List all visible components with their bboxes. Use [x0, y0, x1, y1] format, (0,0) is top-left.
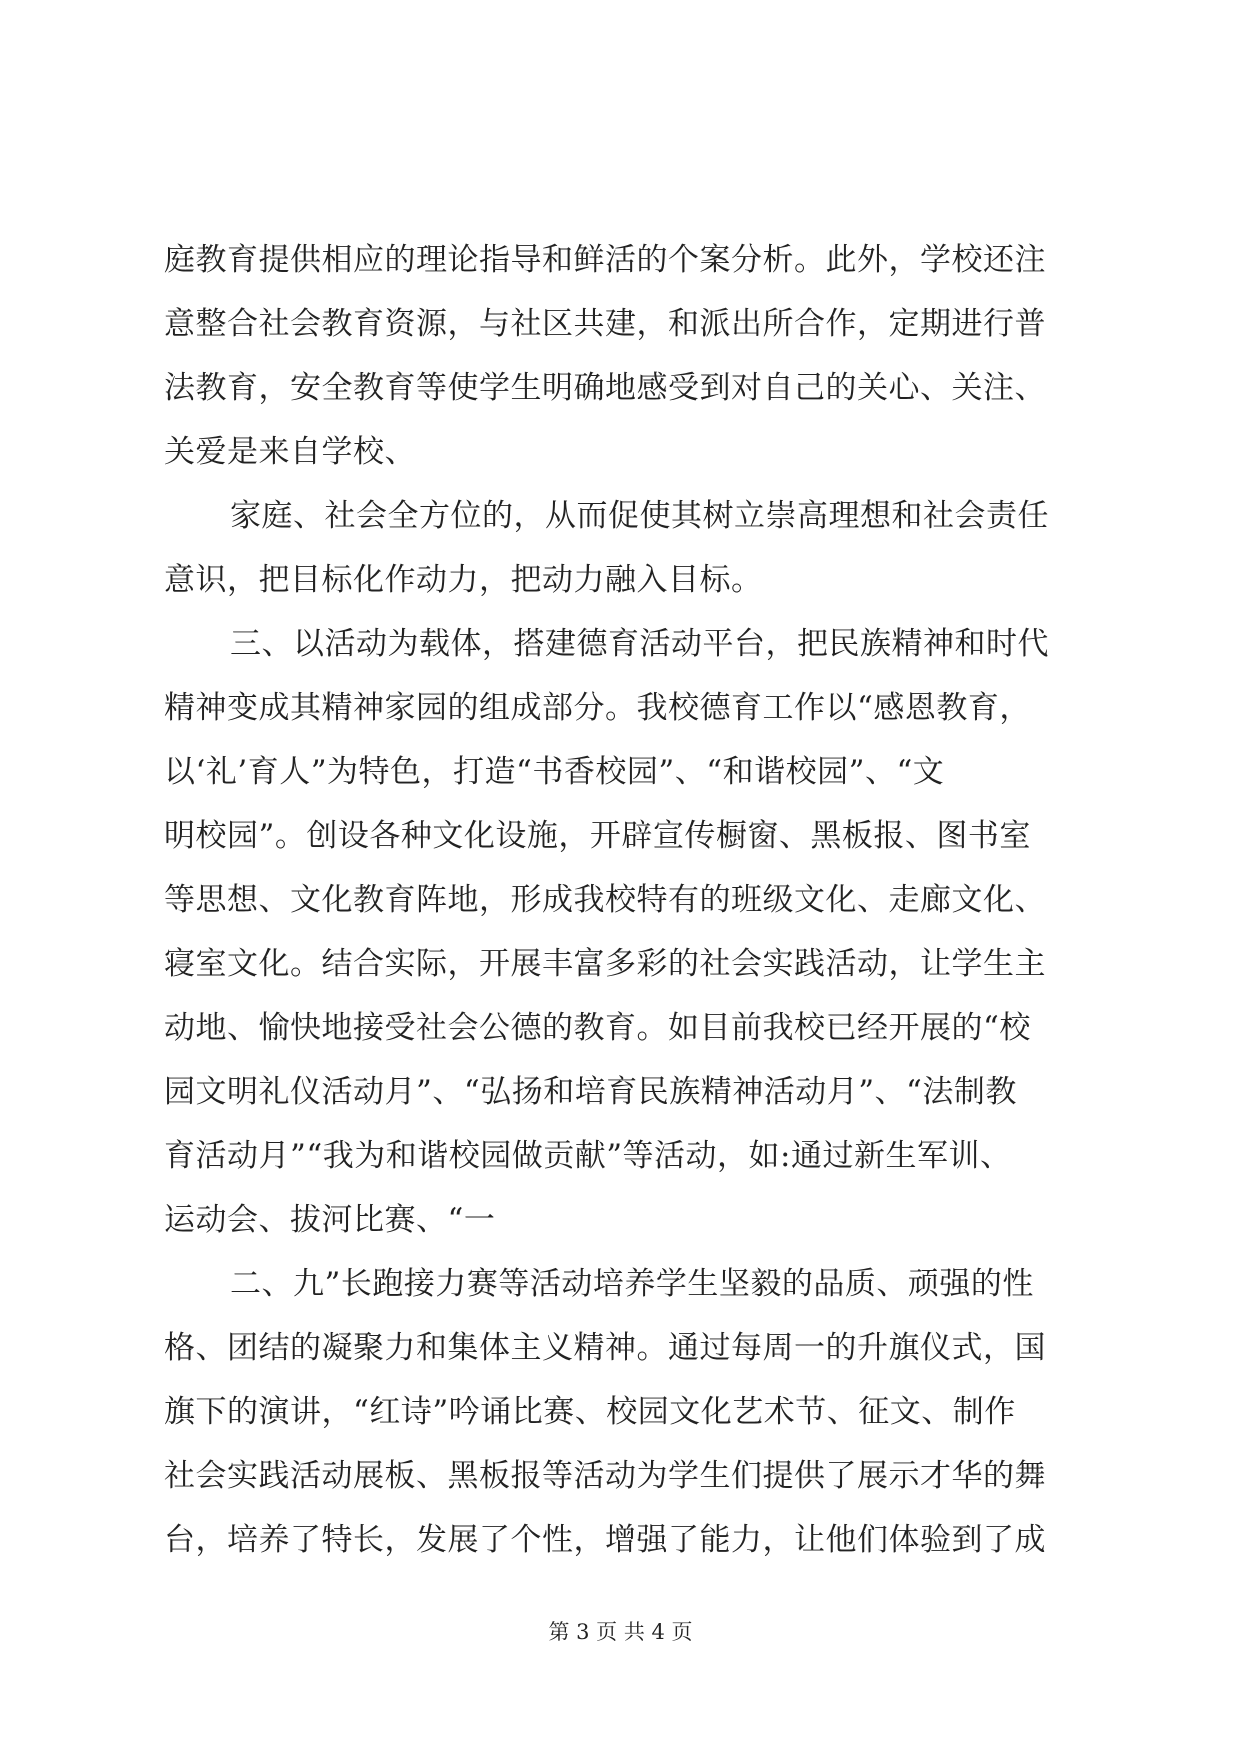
- text-line-11: 等思想、文化教育阵地，形成我校特有的班级文化、走廊文化、: [164, 882, 1046, 918]
- text-line-4: 关爱是来自学校、: [164, 434, 416, 470]
- text-line-1: 庭教育提供相应的理论指导和鲜活的个案分析。此外，学校还注: [164, 242, 1046, 278]
- page-number-label: 第 3 页 共 4 页: [548, 1620, 693, 1644]
- text-line-20: 社会实践活动展板、黑板报等活动为学生们提供了展示才华的舞: [164, 1458, 1046, 1494]
- text-line-12: 寝室文化。结合实际，开展丰富多彩的社会实践活动，让学生主: [164, 946, 1046, 982]
- text-line-2: 意整合社会教育资源，与社区共建，和派出所合作，定期进行普: [164, 306, 1046, 342]
- text-line-3: 法教育，安全教育等使学生明确地感受到对自己的关心、关注、: [164, 370, 1046, 406]
- text-line-8: 精神变成其精神家园的组成部分。我校德育工作以“感恩教育，: [164, 690, 1031, 726]
- text-line-10: 明校园”。创设各种文化设施，开辟宣传橱窗、黑板报、图书室: [164, 818, 1031, 854]
- text-line-9: 以‘礼’育人”为特色，打造“书香校园”、“和谐校园”、“文: [164, 754, 945, 790]
- text-line-7: 三、以活动为载体，搭建德育活动平台，把民族精神和时代: [230, 626, 1049, 662]
- text-line-6: 意识，把目标化作动力，把动力融入目标。: [164, 562, 763, 598]
- body-text: [164, 228, 1084, 1572]
- text-line-17: 二、九”长跑接力赛等活动培养学生坚毅的品质、顽强的性: [230, 1266, 1034, 1302]
- text-line-14: 园文明礼仪活动月”、“弘扬和培育民族精神活动月”、“法制教: [164, 1074, 1017, 1110]
- page-footer: [0, 1617, 1241, 1647]
- text-line-19: 旗下的演讲，“红诗”吟诵比赛、校园文化艺术节、征文、制作: [164, 1394, 1016, 1430]
- text-line-15: 育活动月”“我为和谐校园做贡献”等活动，如:通过新生军训、: [164, 1138, 1012, 1174]
- text-line-16: 运动会、拔河比赛、“一: [164, 1202, 496, 1238]
- text-line-5: 家庭、社会全方位的，从而促使其树立崇高理想和社会责任: [230, 498, 1049, 534]
- text-line-21: 台，培养了特长，发展了个性，增强了能力，让他们体验到了成: [164, 1522, 1046, 1558]
- text-line-13: 动地、愉快地接受社会公德的教育。如目前我校已经开展的“校: [164, 1010, 1031, 1046]
- text-line-18: 格、团结的凝聚力和集体主义精神。通过每周一的升旗仪式，国: [164, 1330, 1046, 1366]
